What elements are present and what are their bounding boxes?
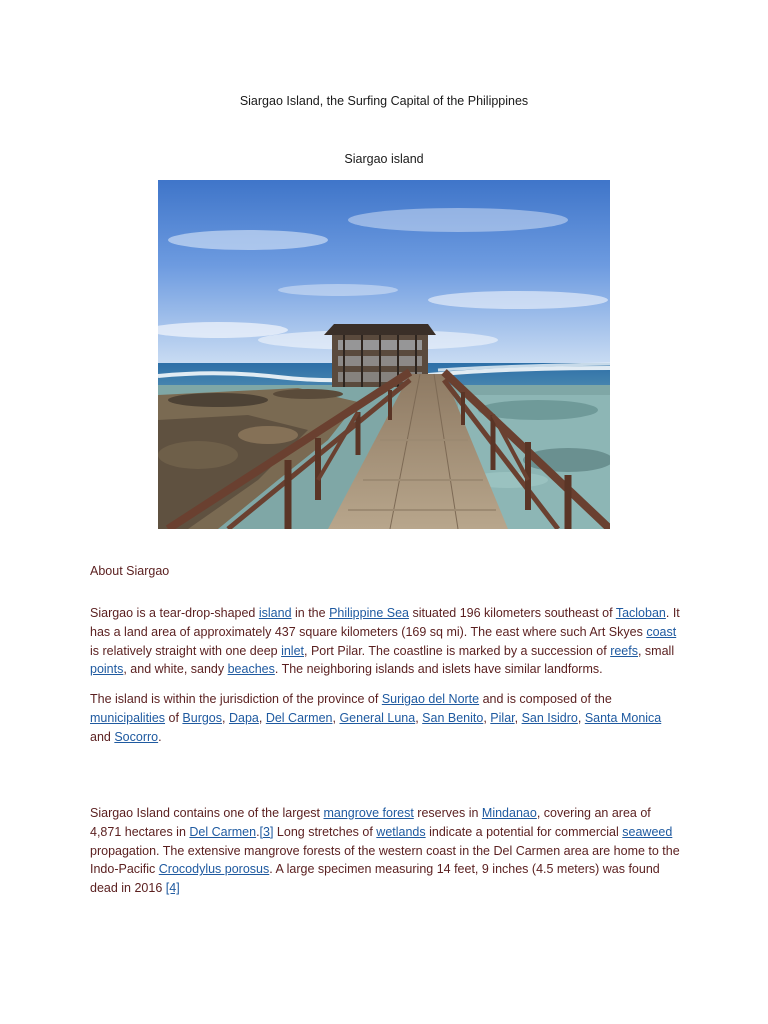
text-run: reserves in — [413, 806, 482, 820]
text-run: , small — [637, 643, 675, 658]
link-wetlands[interactable]: wetlands — [376, 824, 426, 839]
link-surigao-del-norte[interactable]: Surigao del Norte — [381, 692, 480, 706]
link-del-carmen-2[interactable]: Del Carmen — [189, 824, 257, 839]
paragraph-geography — [90, 604, 680, 679]
text-run: . — [158, 729, 162, 744]
link-reefs[interactable]: reefs — [610, 643, 638, 658]
text-run: . A large specimen measuring 14 feet, 9 inches (4.5 meters) was found dead in 2016 — [90, 862, 660, 896]
link-coast[interactable]: coast — [646, 624, 677, 639]
paragraph-mangroves — [90, 804, 680, 898]
link-ref-4[interactable]: [4] — [165, 881, 180, 896]
page-title: Siargao Island, the Surfing Capital of the Philippines — [239, 94, 529, 108]
text-run: propagation. The extensive mangrove forests of the western coast in the Del Carmen area are home to the Indo-Pacific — [90, 843, 680, 877]
link-seaweed[interactable]: seaweed — [622, 824, 673, 839]
link-points[interactable]: points — [90, 662, 124, 677]
link-tacloban[interactable]: Tacloban — [615, 606, 666, 620]
link-island[interactable]: island — [258, 606, 292, 620]
link-crocodylus-porosus[interactable]: Crocodylus porosus — [158, 862, 270, 877]
text-run: Siargao is a tear-drop-shaped — [90, 606, 259, 620]
text-run: and is composed of the — [479, 692, 612, 706]
text-run: , — [577, 710, 585, 725]
text-run: Long stretches of — [273, 824, 377, 839]
link-mindanao[interactable]: Mindanao — [481, 806, 537, 820]
link-beaches[interactable]: beaches — [227, 662, 275, 677]
text-run: of — [165, 710, 183, 725]
siargao-boardwalk-photo — [158, 180, 610, 529]
text-run: . It has a land area of approximately 437 square kilometers (169 sq mi). The east where such Art Skyes — [90, 606, 680, 639]
text-run: . The neighboring islands and islets have similar landforms. — [274, 662, 603, 677]
text-run: , — [514, 710, 522, 725]
text-run: Siargao Island contains one of the largest — [90, 806, 324, 820]
text-run: , Port Pilar. The coastline is marked by a succession of — [304, 643, 611, 658]
text-run: , — [332, 710, 340, 725]
link-pilar[interactable]: Pilar — [490, 710, 515, 725]
link-municipalities[interactable]: municipalities — [90, 710, 166, 725]
paragraph-jurisdiction — [90, 690, 680, 746]
link-burgos[interactable]: Burgos — [182, 710, 223, 725]
text-run: and — [90, 729, 115, 744]
text-run: , — [222, 710, 229, 725]
link-mangrove-forest[interactable]: mangrove forest — [323, 806, 414, 820]
text-run: , — [415, 710, 423, 725]
text-run: , covering an area of 4,871 hectares in — [90, 806, 651, 839]
text-run: , and white, sandy — [123, 662, 228, 677]
link-inlet[interactable]: inlet — [281, 643, 305, 658]
text-run: , — [483, 710, 491, 725]
link-general-luna[interactable]: General Luna — [339, 710, 416, 725]
link-san-benito[interactable]: San Benito — [422, 710, 484, 725]
link-socorro[interactable]: Socorro — [114, 729, 159, 744]
text-run: situated 196 kilometers southeast of — [408, 606, 616, 620]
link-philippine-sea[interactable]: Philippine Sea — [329, 606, 409, 620]
link-del-carmen[interactable]: Del Carmen — [265, 710, 333, 725]
section-heading-about: About Siargao — [90, 564, 170, 578]
text-run: The island is within the jurisdiction of the province of — [90, 692, 382, 706]
text-run: , — [258, 710, 266, 725]
link-santa-monica[interactable]: Santa Monica — [584, 710, 662, 725]
text-run: in the — [291, 606, 330, 620]
text-run: . — [256, 824, 260, 839]
link-ref-3[interactable]: [3] — [259, 824, 274, 839]
photo-caption: Siargao island — [344, 152, 424, 166]
link-dapa[interactable]: Dapa — [228, 710, 259, 725]
text-run: indicate a potential for commercial — [425, 824, 623, 839]
link-san-isidro[interactable]: San Isidro — [521, 710, 578, 725]
text-run: is relatively straight with one deep — [90, 643, 282, 658]
